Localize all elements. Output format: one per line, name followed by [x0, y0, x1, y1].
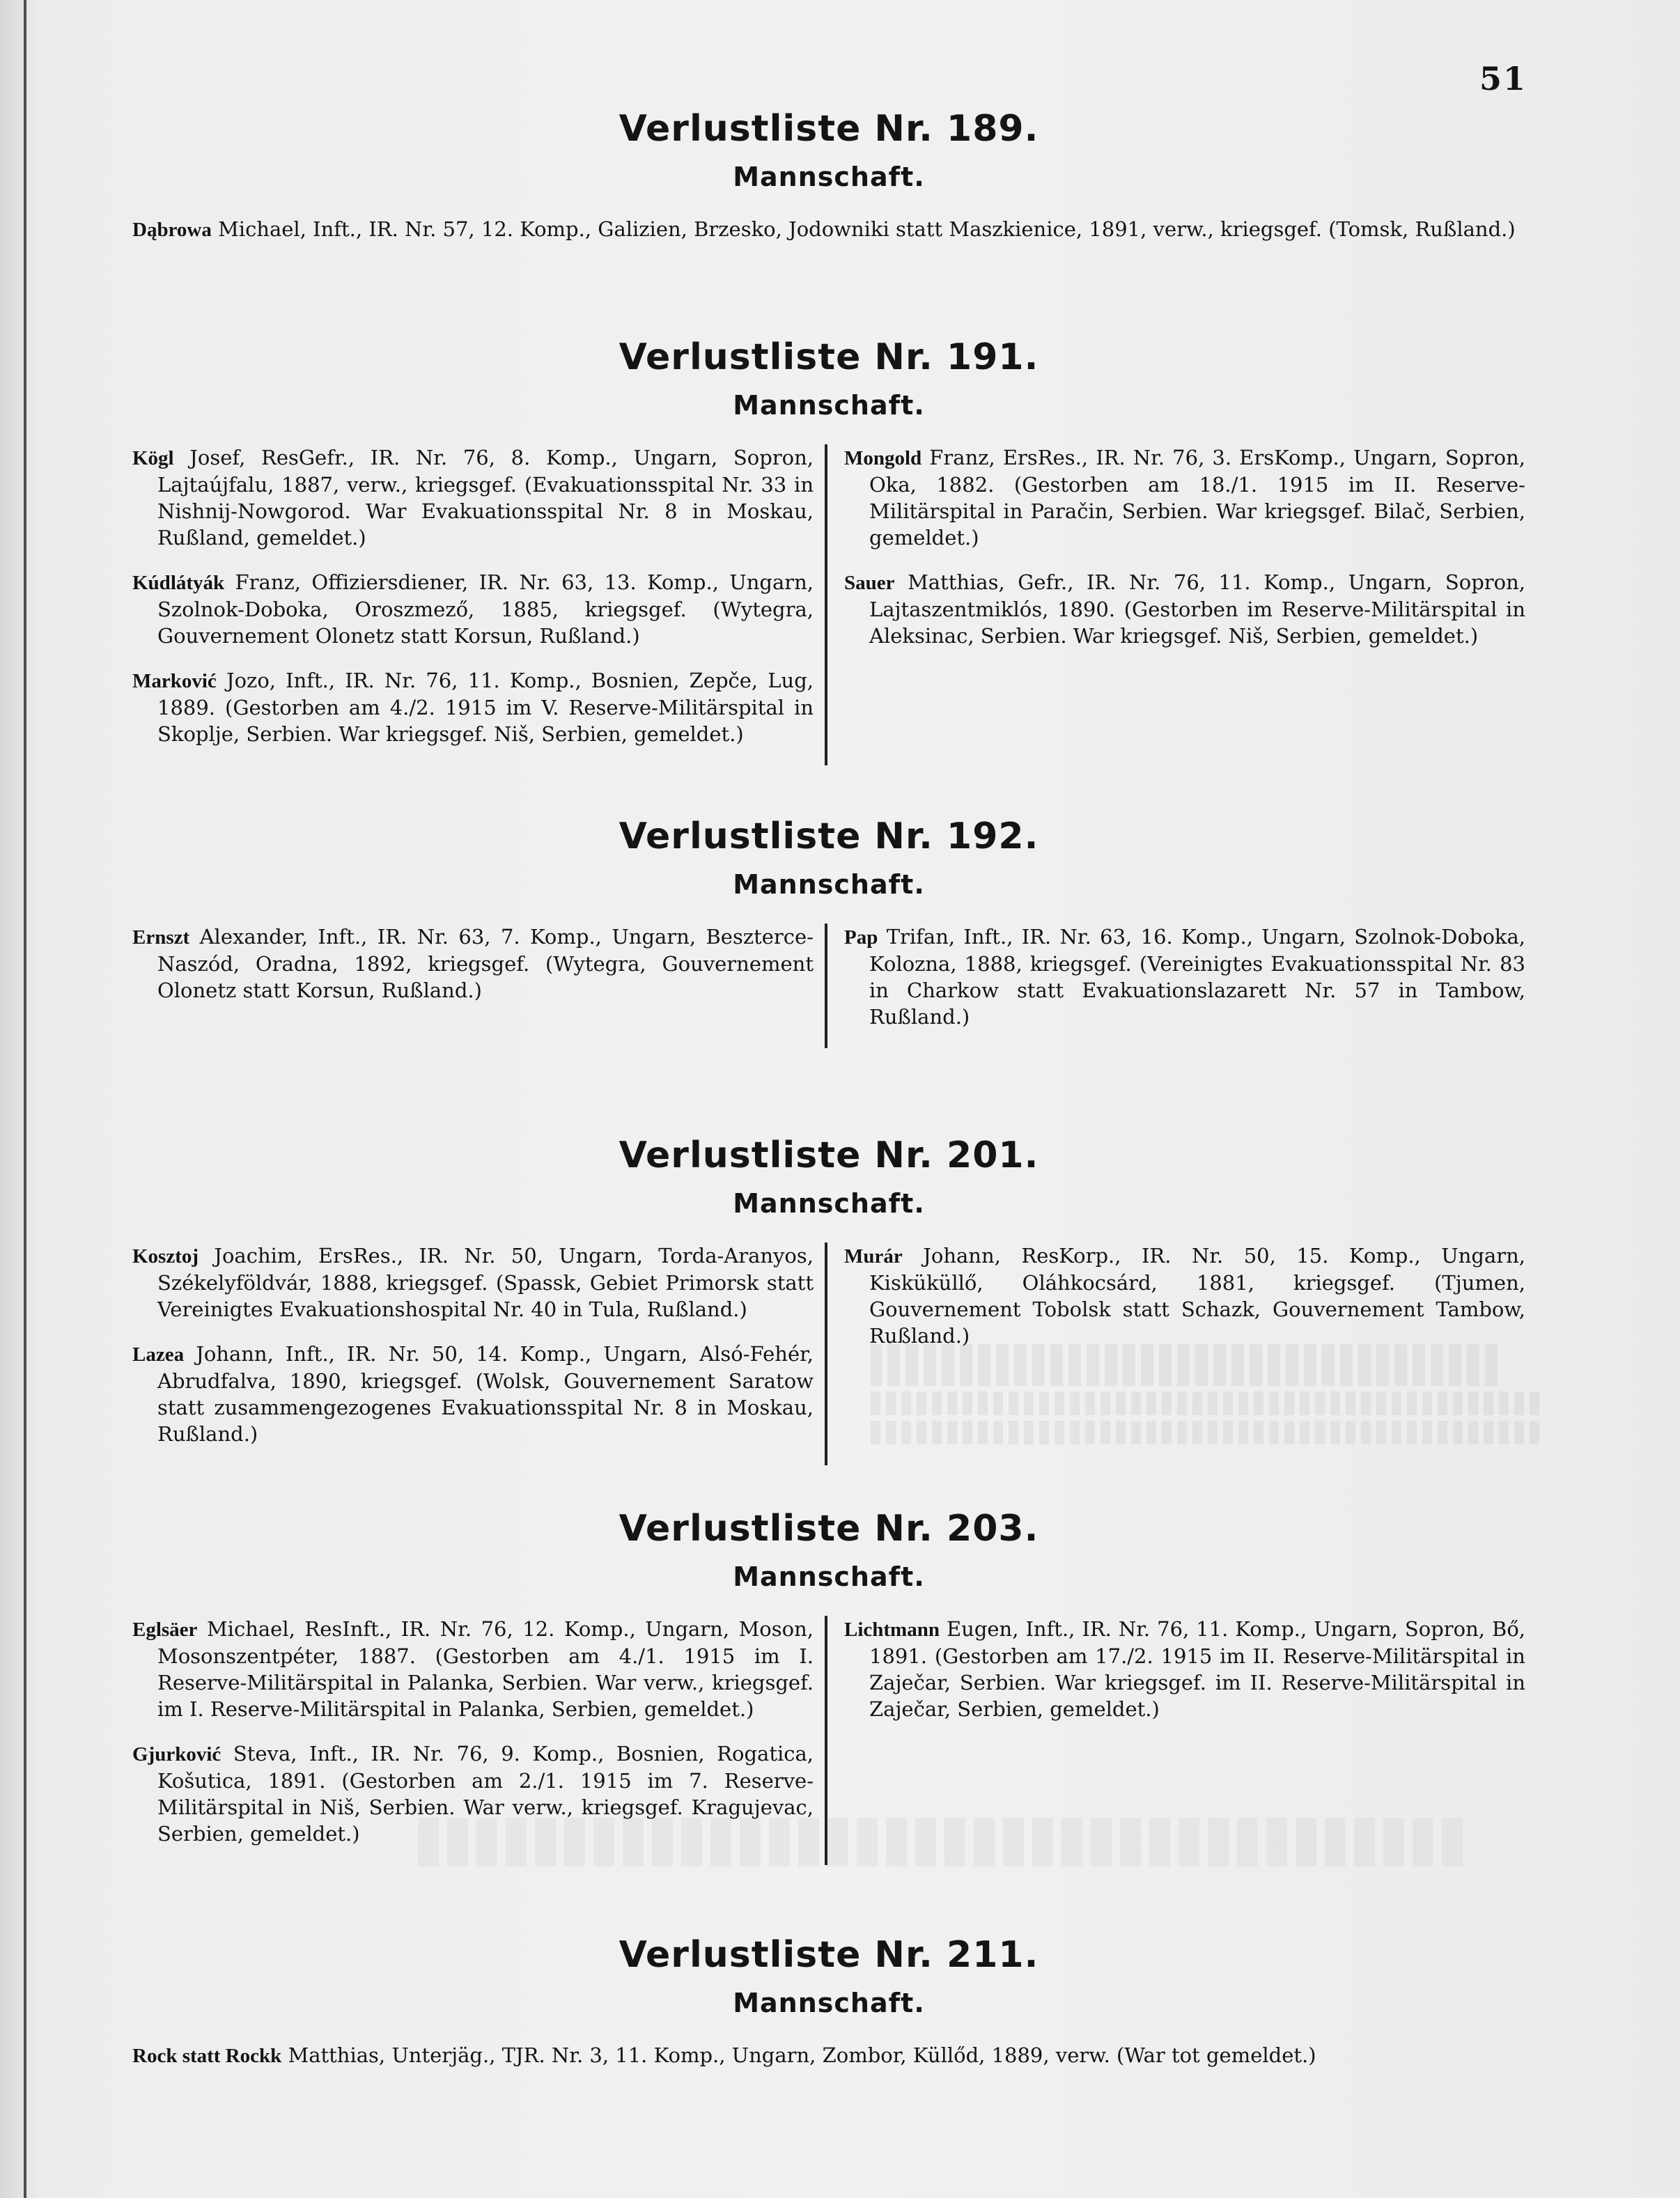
- list-entry: [132, 216, 1525, 243]
- section-subtitle: Mannschaft.: [733, 1561, 925, 1592]
- section-subtitle: Mannschaft.: [733, 869, 925, 900]
- page-edge-rule: [24, 0, 26, 2198]
- entry-name: Marković: [132, 670, 217, 692]
- entry-name: Pap: [844, 926, 878, 949]
- two-column-list: [132, 923, 1525, 1048]
- section-title: Verlustliste Nr. 203.: [619, 1508, 1039, 1550]
- list-entry: [844, 1616, 1525, 1722]
- list-entry: [844, 1242, 1525, 1349]
- right-column: [825, 923, 1525, 1048]
- section-verlustliste-191: [132, 333, 1525, 765]
- section-title: Verlustliste Nr. 191.: [619, 336, 1039, 378]
- entry-text: Franz, Offiziersdiener, IR. Nr. 63, 13. Komp., Ungarn, Szolnok-Doboka, Oroszmező, 1885, kriegsgef. (Wytegra, Gouvernement Olonetz statt Korsun, Rußland.): [157, 570, 814, 648]
- left-column: [132, 1242, 825, 1465]
- entry-text: Matthias, Gefr., IR. Nr. 76, 11. Komp., Ungarn, Sopron, Lajtaszentmiklós, 1890. (Gestorben im Reserve-Militärspital in Aleksinac, Serbien. War kriegsgef. Niš, Serbien, gemeldet.): [869, 570, 1525, 648]
- section-subtitle: Mannschaft.: [733, 162, 925, 192]
- section-title: Verlustliste Nr. 192.: [619, 816, 1039, 857]
- entry-text: Michael, Inft., IR. Nr. 57, 12. Komp., Galizien, Brzesko, Jodowniki statt Maszkienice, 1891, verw., kriegsgef. (Tomsk, Rußland.): [218, 217, 1516, 241]
- entry-name: Eglsäer: [132, 1619, 198, 1641]
- entry-name: Sauer: [844, 572, 895, 594]
- entry-text: Michael, ResInft., IR. Nr. 76, 12. Komp., Ungarn, Moson, Mosonszentpéter, 1887. (Gestorben am 4./1. 1915 im I. Reserve-Militärspital in Palanka, Serbien. War verw., kriegsgef. im I. Reserve-Militärspital in Palanka, Serbien, gemeldet.): [157, 1617, 814, 1721]
- section-verlustliste-201: [132, 1131, 1525, 1465]
- entry-text: Trifan, Inft., IR. Nr. 63, 16. Komp., Ungarn, Szolnok-Doboka, Kolozna, 1888, kriegsgef. (Vereinigtes Evakuationsspital Nr. 83 in Charkow statt Evakuationslazarett Nr. 57 in Tambow, Rußland.): [869, 925, 1526, 1029]
- two-column-list: [132, 444, 1525, 765]
- entry-name: Rock statt Rockk: [132, 2045, 282, 2067]
- section-subtitle: Mannschaft.: [733, 1188, 925, 1219]
- section-verlustliste-192: [132, 812, 1525, 1048]
- list-entry: [844, 923, 1525, 1030]
- list-entry: [132, 444, 814, 551]
- entry-text: Josef, ResGefr., IR. Nr. 76, 8. Komp., Ungarn, Sopron, Lajtaújfalu, 1887, verw., kriegsgef. (Evakuationsspital Nr. 33 in Nishnij-Nowgorod. War Evakuationsspital Nr. 8 in Moskau, Rußland, gemeldet.): [157, 446, 814, 550]
- right-column: [825, 1616, 1525, 1865]
- entry-name: Lazea: [132, 1343, 185, 1366]
- left-column: [132, 444, 825, 765]
- entry-text: Johann, ResKorp., IR. Nr. 50, 15. Komp., Ungarn, Kisküküllő, Oláhkocsárd, 1881, kriegsgef. (Tjumen, Gouvernement Tobolsk statt Schazk, Gouvernement Tambow, Rußland.): [869, 1244, 1525, 1348]
- list-entry: [132, 1242, 814, 1323]
- entry-name: Kögl: [132, 447, 174, 469]
- section-verlustliste-211: [132, 1931, 1525, 2069]
- entry-text: Johann, Inft., IR. Nr. 50, 14. Komp., Ungarn, Alsó-Fehér, Abrudfalva, 1890, kriegsgef. (Wolsk, Gouvernement Saratow statt zusammengezogenes Evakuationsspital Nr. 8 in Moskau, Rußland.): [157, 1342, 814, 1446]
- entry-name: Lichtmann: [844, 1619, 940, 1641]
- section-title: Verlustliste Nr. 201.: [619, 1135, 1039, 1176]
- entry-text: Franz, ErsRes., IR. Nr. 76, 3. ErsKomp., Ungarn, Sopron, Oka, 1882. (Gestorben am 18./1. 1915 im II. Reserve-Militärspital in Paračin, Serbien. War kriegsgef. Bilač, Serbien, gemeldet.): [869, 446, 1525, 550]
- entry-text: Steva, Inft., IR. Nr. 76, 9. Komp., Bosnien, Rogatica, Košutica, 1891. (Gestorben am 2./1. 1915 im 7. Reserve-Militärspital in Niš, Serbien. War verw., kriegsgef. Kragujevac, Serbien, gemeldet.): [157, 1742, 814, 1846]
- left-column: [132, 923, 825, 1048]
- list-entry: [844, 569, 1525, 649]
- entry-text: Alexander, Inft., IR. Nr. 63, 7. Komp., Ungarn, Beszterce-Naszód, Oradna, 1892, kriegsgef. (Wytegra, Gouvernement Olonetz statt Korsun, Rußland.): [157, 925, 814, 1002]
- entry-text: Matthias, Unterjäg., TJR. Nr. 3, 11. Komp., Ungarn, Zombor, Küllőd, 1889, verw. (War tot gemeldet.): [288, 2043, 1316, 2067]
- entry-name: Gjurković: [132, 1743, 221, 1766]
- section-title: Verlustliste Nr. 189.: [619, 108, 1039, 150]
- left-column: [132, 1616, 825, 1865]
- section-subtitle: Mannschaft.: [733, 390, 925, 421]
- entry-text: Jozo, Inft., IR. Nr. 76, 11. Komp., Bosnien, Zepče, Lug, 1889. (Gestorben am 4./2. 1915 im V. Reserve-Militärspital in Skoplje, Serbien. War kriegsgef. Niš, Serbien, gemeldet.): [157, 669, 814, 746]
- entry-name: Murár: [844, 1245, 903, 1268]
- list-entry: [132, 2042, 1525, 2069]
- right-column: [825, 444, 1525, 765]
- list-entry: [132, 1740, 814, 1847]
- list-entry: [132, 569, 814, 649]
- entry-name: Dąbrowa: [132, 219, 212, 241]
- entry-name: Ernszt: [132, 926, 190, 949]
- right-column: [825, 1242, 1525, 1465]
- two-column-list: [132, 1242, 1525, 1465]
- section-subtitle: Mannschaft.: [733, 1988, 925, 2018]
- section-title: Verlustliste Nr. 211.: [619, 1934, 1039, 1976]
- entry-name: Kúdlátyák: [132, 572, 225, 594]
- entry-text: Eugen, Inft., IR. Nr. 76, 11. Komp., Ungarn, Sopron, Bő, 1891. (Gestorben am 17./2. 1915 im II. Reserve-Militärspital in Zaječar, Serbien. War kriegsgef. im II. Reserve-Militärspital in Zaječar, Serbien, gemeldet.): [869, 1617, 1525, 1721]
- list-entry: [132, 1341, 814, 1447]
- list-entry: [844, 444, 1525, 551]
- entry-name: Kosztoj: [132, 1245, 199, 1268]
- section-verlustliste-189: [132, 104, 1525, 243]
- two-column-list: [132, 1616, 1525, 1865]
- page-number: 51: [1479, 60, 1527, 98]
- list-entry: [132, 1616, 814, 1722]
- list-entry: [132, 667, 814, 747]
- section-verlustliste-203: [132, 1504, 1525, 1865]
- entry-text: Joachim, ErsRes., IR. Nr. 50, Ungarn, Torda-Aranyos, Székelyföldvár, 1888, kriegsgef. (Spassk, Gebiet Primorsk statt Vereinigtes Evakuationshospital Nr. 40 in Tula, Rußland.): [157, 1244, 814, 1321]
- list-entry: [132, 923, 814, 1004]
- entry-name: Mongold: [844, 447, 922, 469]
